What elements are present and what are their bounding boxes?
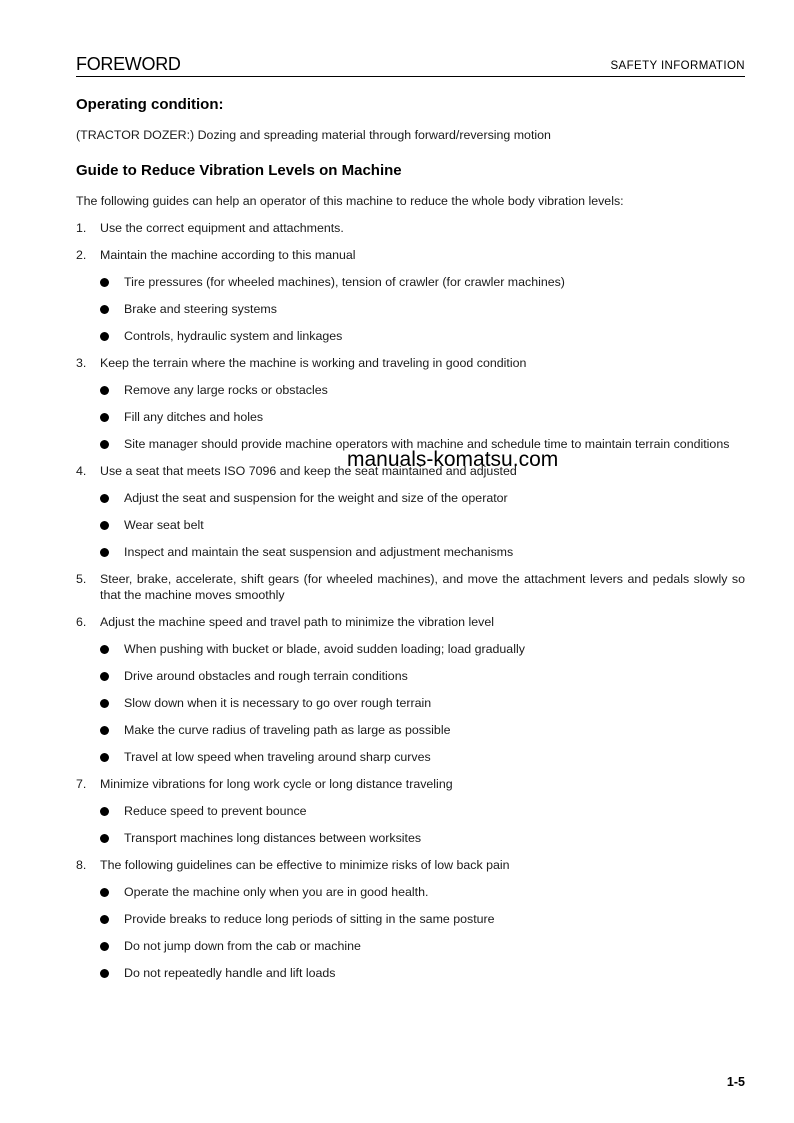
item-number: 3. <box>76 356 87 370</box>
watermark: manuals-komatsu.com <box>347 448 559 471</box>
bullet-text: Operate the machine only when you are in good health. <box>124 885 429 899</box>
bullet-text: Slow down when it is necessary to go over rough terrain <box>124 696 432 710</box>
bullet-text: Provide breaks to reduce long periods of sitting in the same posture <box>124 912 495 926</box>
guide-item-8 <box>76 857 745 873</box>
bullet-dot-icon <box>100 413 109 422</box>
bullet-dot-icon <box>100 386 109 395</box>
guide-item-7 <box>76 776 745 792</box>
vibration-guide-intro: The following guides can help an operator of this machine to reduce the whole body vibration levels: <box>76 194 624 208</box>
bullet-item <box>76 884 745 900</box>
bullet-item <box>76 544 745 560</box>
item-text: Steer, brake, accelerate, shift gears (for wheeled machines), and move the attachment levers and pedals slowly so that the machine moves smoothly <box>100 572 745 602</box>
bullet-dot-icon <box>100 969 109 978</box>
bullet-dot-icon <box>100 672 109 681</box>
item-text: Keep the terrain where the machine is working and traveling in good condition <box>100 356 527 370</box>
operating-condition-heading: Operating condition: <box>76 96 224 113</box>
bullet-item <box>76 641 745 657</box>
bullet-item <box>76 938 745 954</box>
bullet-dot-icon <box>100 942 109 951</box>
bullet-text: Do not jump down from the cab or machine <box>124 939 361 953</box>
item-number: 8. <box>76 858 87 872</box>
bullet-text: Reduce speed to prevent bounce <box>124 804 307 818</box>
bullet-item <box>76 749 745 765</box>
guide-item-3 <box>76 355 745 371</box>
bullet-item <box>76 803 745 819</box>
bullet-text: Tire pressures (for wheeled machines), tension of crawler (for crawler machines) <box>124 275 565 289</box>
bullet-text: When pushing with bucket or blade, avoid sudden loading; load gradually <box>124 642 525 656</box>
bullet-item <box>76 328 745 344</box>
item-number: 2. <box>76 248 87 262</box>
bullet-dot-icon <box>100 305 109 314</box>
bullet-text: Travel at low speed when traveling around sharp curves <box>124 750 431 764</box>
bullet-text: Brake and steering systems <box>124 302 277 316</box>
bullet-dot-icon <box>100 834 109 843</box>
guide-item-5 <box>76 571 745 603</box>
section-subtitle: SAFETY INFORMATION <box>610 60 745 72</box>
bullet-dot-icon <box>100 915 109 924</box>
bullet-item <box>76 274 745 290</box>
item-number: 5. <box>76 572 87 586</box>
bullet-text: Site manager should provide machine operators with machine and schedule time to maintain terrain conditions <box>124 437 730 451</box>
bullet-text: Wear seat belt <box>124 518 204 532</box>
guide-item-1 <box>76 220 745 236</box>
item-number: 7. <box>76 777 87 791</box>
item-number: 4. <box>76 464 87 478</box>
page-header <box>76 54 745 77</box>
bullet-dot-icon <box>100 332 109 341</box>
bullet-text: Make the curve radius of traveling path as large as possible <box>124 723 451 737</box>
bullet-dot-icon <box>100 753 109 762</box>
bullet-dot-icon <box>100 278 109 287</box>
bullet-dot-icon <box>100 548 109 557</box>
bullet-dot-icon <box>100 440 109 449</box>
bullet-text: Do not repeatedly handle and lift loads <box>124 966 336 980</box>
guide-item-6 <box>76 614 745 630</box>
bullet-item <box>76 517 745 533</box>
item-text: Adjust the machine speed and travel path to minimize the vibration level <box>100 615 494 629</box>
bullet-dot-icon <box>100 807 109 816</box>
bullet-text: Adjust the seat and suspension for the weight and size of the operator <box>124 491 508 505</box>
bullet-item <box>76 382 745 398</box>
item-number: 1. <box>76 221 87 235</box>
operating-condition-text: (TRACTOR DOZER:) Dozing and spreading material through forward/reversing motion <box>76 128 551 142</box>
item-text: The following guidelines can be effective to minimize risks of low back pain <box>100 858 510 872</box>
bullet-item <box>76 409 745 425</box>
bullet-dot-icon <box>100 645 109 654</box>
bullet-text: Fill any ditches and holes <box>124 410 264 424</box>
bullet-item <box>76 695 745 711</box>
bullet-text: Remove any large rocks or obstacles <box>124 383 328 397</box>
section-title: FOREWORD <box>76 54 181 74</box>
bullet-text: Inspect and maintain the seat suspension and adjustment mechanisms <box>124 545 514 559</box>
bullet-text: Drive around obstacles and rough terrain conditions <box>124 669 408 683</box>
bullet-item <box>76 965 745 981</box>
bullet-item <box>76 830 745 846</box>
guide-list <box>76 220 745 981</box>
bullet-dot-icon <box>100 888 109 897</box>
bullet-dot-icon <box>100 494 109 503</box>
item-text: Maintain the machine according to this manual <box>100 248 356 262</box>
bullet-item <box>76 911 745 927</box>
vibration-guide-heading: Guide to Reduce Vibration Levels on Machine <box>76 162 402 179</box>
bullet-item <box>76 490 745 506</box>
bullet-dot-icon <box>100 726 109 735</box>
item-text: Minimize vibrations for long work cycle or long distance traveling <box>100 777 453 791</box>
page-number: 1-5 <box>726 1075 745 1089</box>
bullet-item <box>76 668 745 684</box>
item-number: 6. <box>76 615 87 629</box>
bullet-text: Transport machines long distances between worksites <box>124 831 422 845</box>
guide-item-2 <box>76 247 745 263</box>
bullet-item <box>76 722 745 738</box>
item-text: Use a seat that meets ISO 7096 and keep the seat maintained and adjusted <box>100 464 517 478</box>
item-text: Use the correct equipment and attachments. <box>100 221 344 235</box>
bullet-dot-icon <box>100 521 109 530</box>
bullet-item <box>76 301 745 317</box>
page-content <box>76 96 745 992</box>
bullet-text: Controls, hydraulic system and linkages <box>124 329 343 343</box>
bullet-dot-icon <box>100 699 109 708</box>
